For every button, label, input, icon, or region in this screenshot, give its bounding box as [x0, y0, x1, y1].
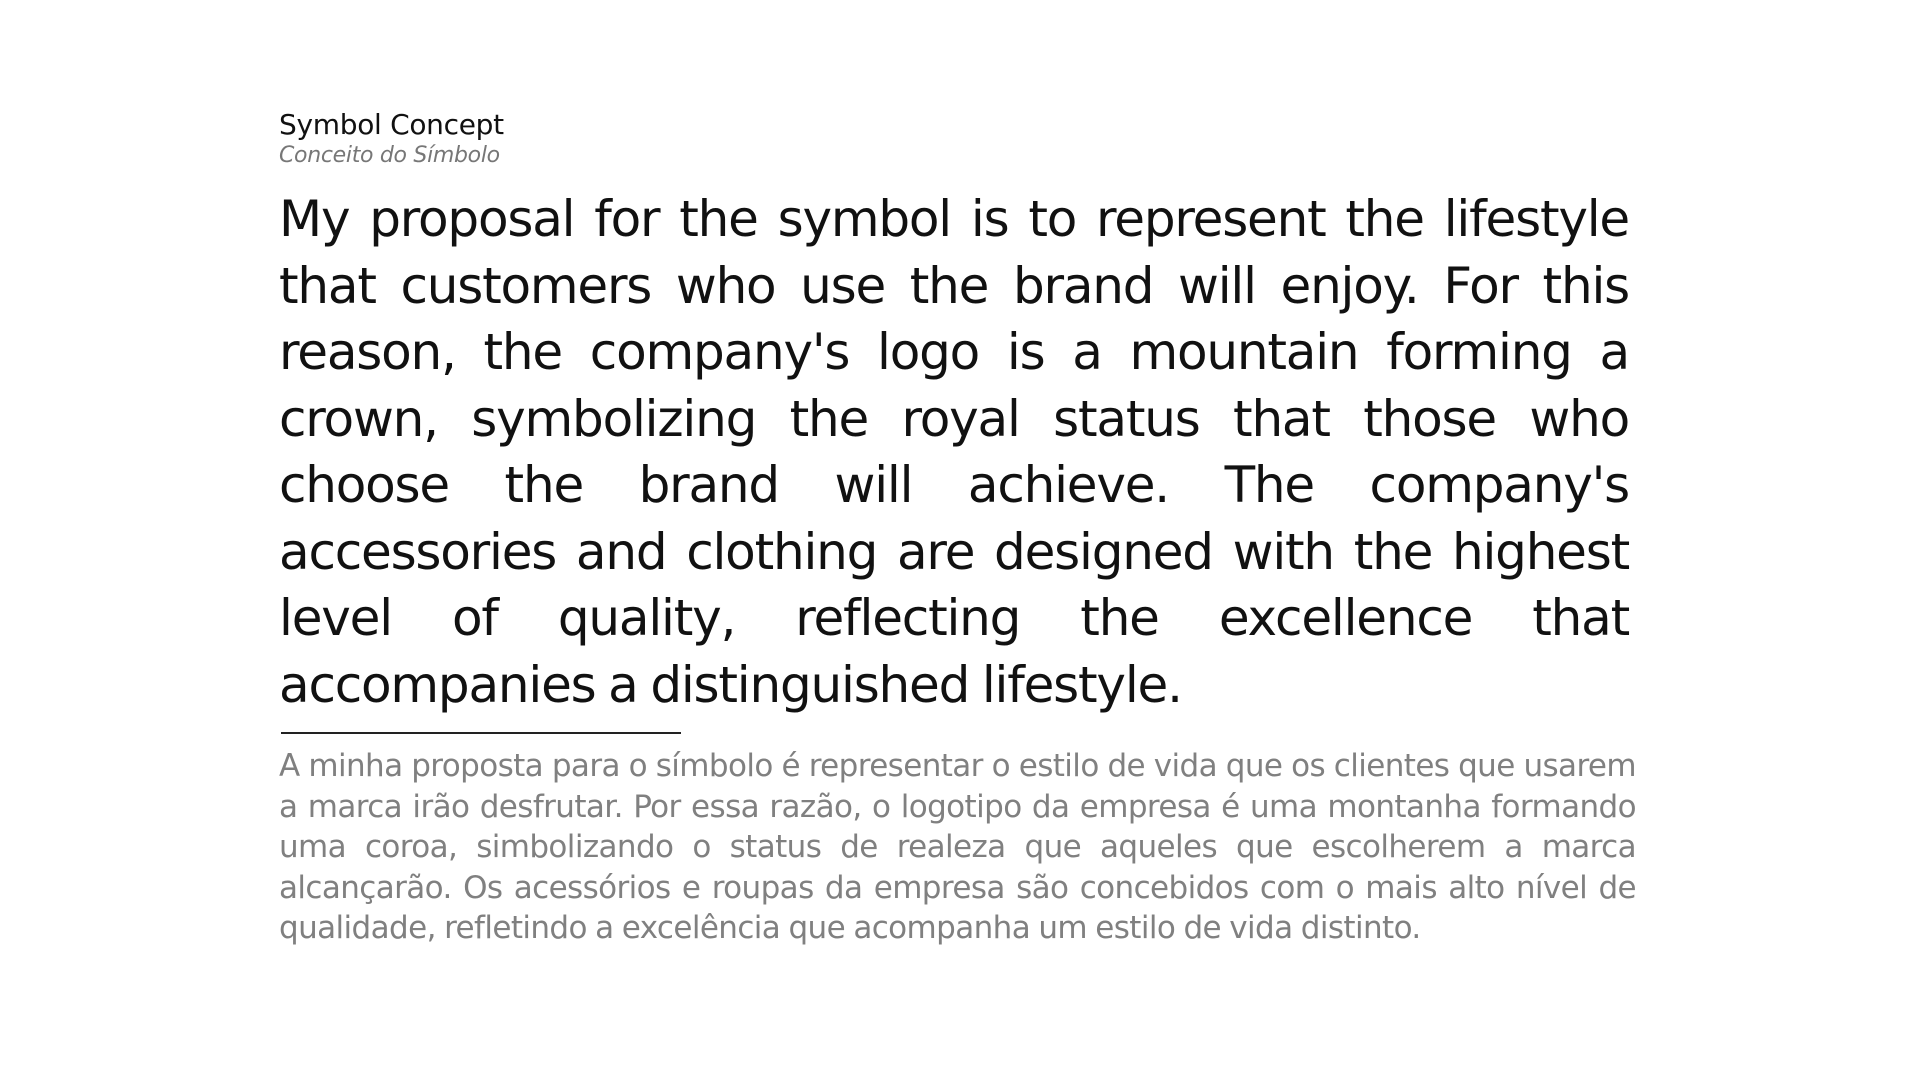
english-paragraph: My proposal for the symbol is to represent the lifestyle that customers who use the brand will enjoy. For this reason, the company's logo is a mountain forming a crown, symbolizing the royal status that those who choose the brand will achieve. The company's accessories and clothing are designed with the highest level of quality, reflecting the excellence that accompanies a distinguished lifestyle.: [279, 190, 1629, 714]
section-title: Symbol Concept: [279, 108, 504, 141]
section-divider: [281, 732, 681, 734]
symbol-concept-section: [279, 108, 1636, 949]
section-subtitle: Conceito do Símbolo: [279, 143, 500, 168]
portuguese-paragraph: A minha proposta para o símbolo é representar o estilo de vida que os clientes que usarem a marca irão desfrutar. Por essa razão, o logotipo da empresa é uma montanha formando uma coroa, simbolizando o status de realeza que aqueles que escolherem a marca alcançarão. Os acessórios e roupas da empresa são concebidos com o mais alto nível de qualidade, refletindo a excelência que acompanha um estilo de vida distinto.: [279, 748, 1636, 946]
